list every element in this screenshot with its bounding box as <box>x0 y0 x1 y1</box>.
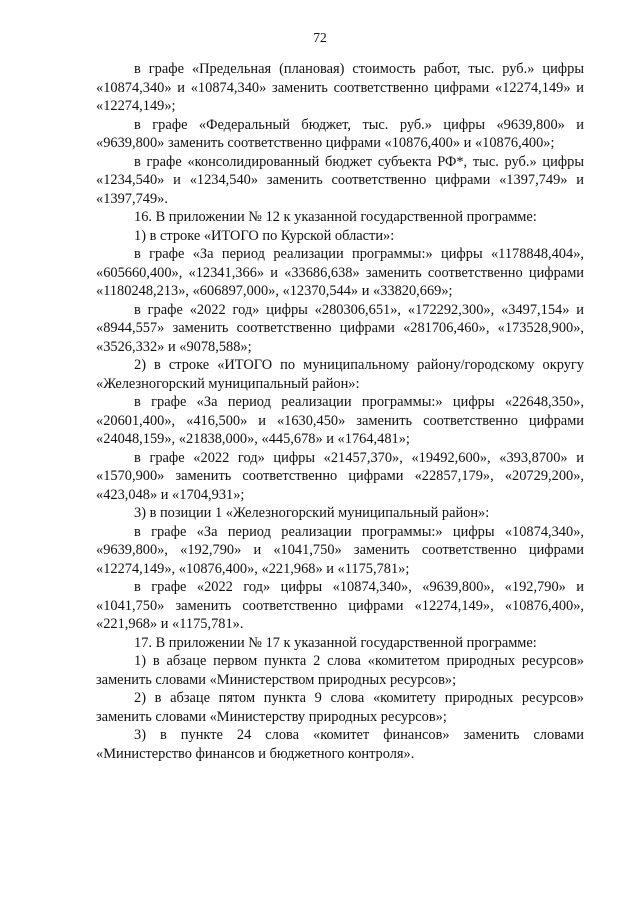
paragraph: в графе «За период реализации программы:» цифры «1178848,404», «605660,400», «12341,366» и «33686,638» заменить соответственно цифрами «1180248,213», «606897,000», «12370,544» и «33820,669»; <box>96 246 584 299</box>
document-body <box>96 60 584 763</box>
paragraph: 1) в строке «ИТОГО по Курской области»: <box>134 227 395 244</box>
paragraph: 1) в абзаце первом пункта 2 слова «комитетом природных ресурсов» заменить словами «Министерством природных ресурсов»; <box>96 653 584 688</box>
paragraph: в графе «консолидированный бюджет субъекта РФ*, тыс. руб.» цифры «1234,540» и «1234,540» заменить соответственно цифрами «1397,749» и «1397,749». <box>96 153 584 207</box>
paragraph: в графе «Предельная (плановая) стоимость работ, тыс. руб.» цифры «10874,340» и «10874,340» заменить соответственно цифрами «12274,149» и «12274,149»; <box>96 61 584 114</box>
paragraph: в графе «2022 год» цифры «21457,370», «19492,600», «393,8700» и «1570,900» заменить соответственно цифрами «22857,179», «20729,200», «423,048» и «1704,931»; <box>96 449 584 503</box>
paragraph: в графе «2022 год» цифры «10874,340», «9639,800», «192,790» и «1041,750» заменить соответственно цифрами «12274,149», «10876,400», «221,968» и «1175,781». <box>96 579 584 632</box>
paragraph: 2) в строке «ИТОГО по муниципальному району/городскому округу «Железногорский муниципальный район»: <box>96 357 584 392</box>
paragraph: в графе «2022 год» цифры «280306,651», «172292,300», «3497,154» и «8944,557» заменить соответственно цифрами «281706,460», «173528,900», «3526,332» и «9078,588»; <box>96 301 584 355</box>
paragraph: в графе «За период реализации программы:» цифры «22648,350», «20601,400», «416,500» и «1630,450» заменить соответственно цифрами «24048,159», «21838,000», «445,678» и «1764,481»; <box>96 394 584 447</box>
paragraph: 3) в пункте 24 слова «комитет финансов» заменить словами «Министерство финансов и бюджетного контроля». <box>96 727 584 762</box>
paragraph: 3) в позиции 1 «Железногорский муниципальный район»: <box>134 505 490 521</box>
paragraph: в графе «За период реализации программы:» цифры «10874,340», «9639,800», «192,790» и «1041,750» заменить соответственно цифрами «12274,149», «10876,400», «221,968» и «1175,781»; <box>96 523 584 577</box>
paragraph: в графе «Федеральный бюджет, тыс. руб.» цифры «9639,800» и «9639,800» заменить соответственно цифрами «10876,400» и «10876,400»; <box>96 116 584 151</box>
paragraph: 17. В приложении № 17 к указанной государственной программе: <box>134 634 537 651</box>
paragraph: 16. В приложении № 12 к указанной государственной программе: <box>134 209 537 225</box>
paragraph: 2) в абзаце пятом пункта 9 слова «комитету природных ресурсов» заменить словами «Министерству природных ресурсов»; <box>96 690 584 725</box>
page-number: 72 <box>313 30 327 45</box>
